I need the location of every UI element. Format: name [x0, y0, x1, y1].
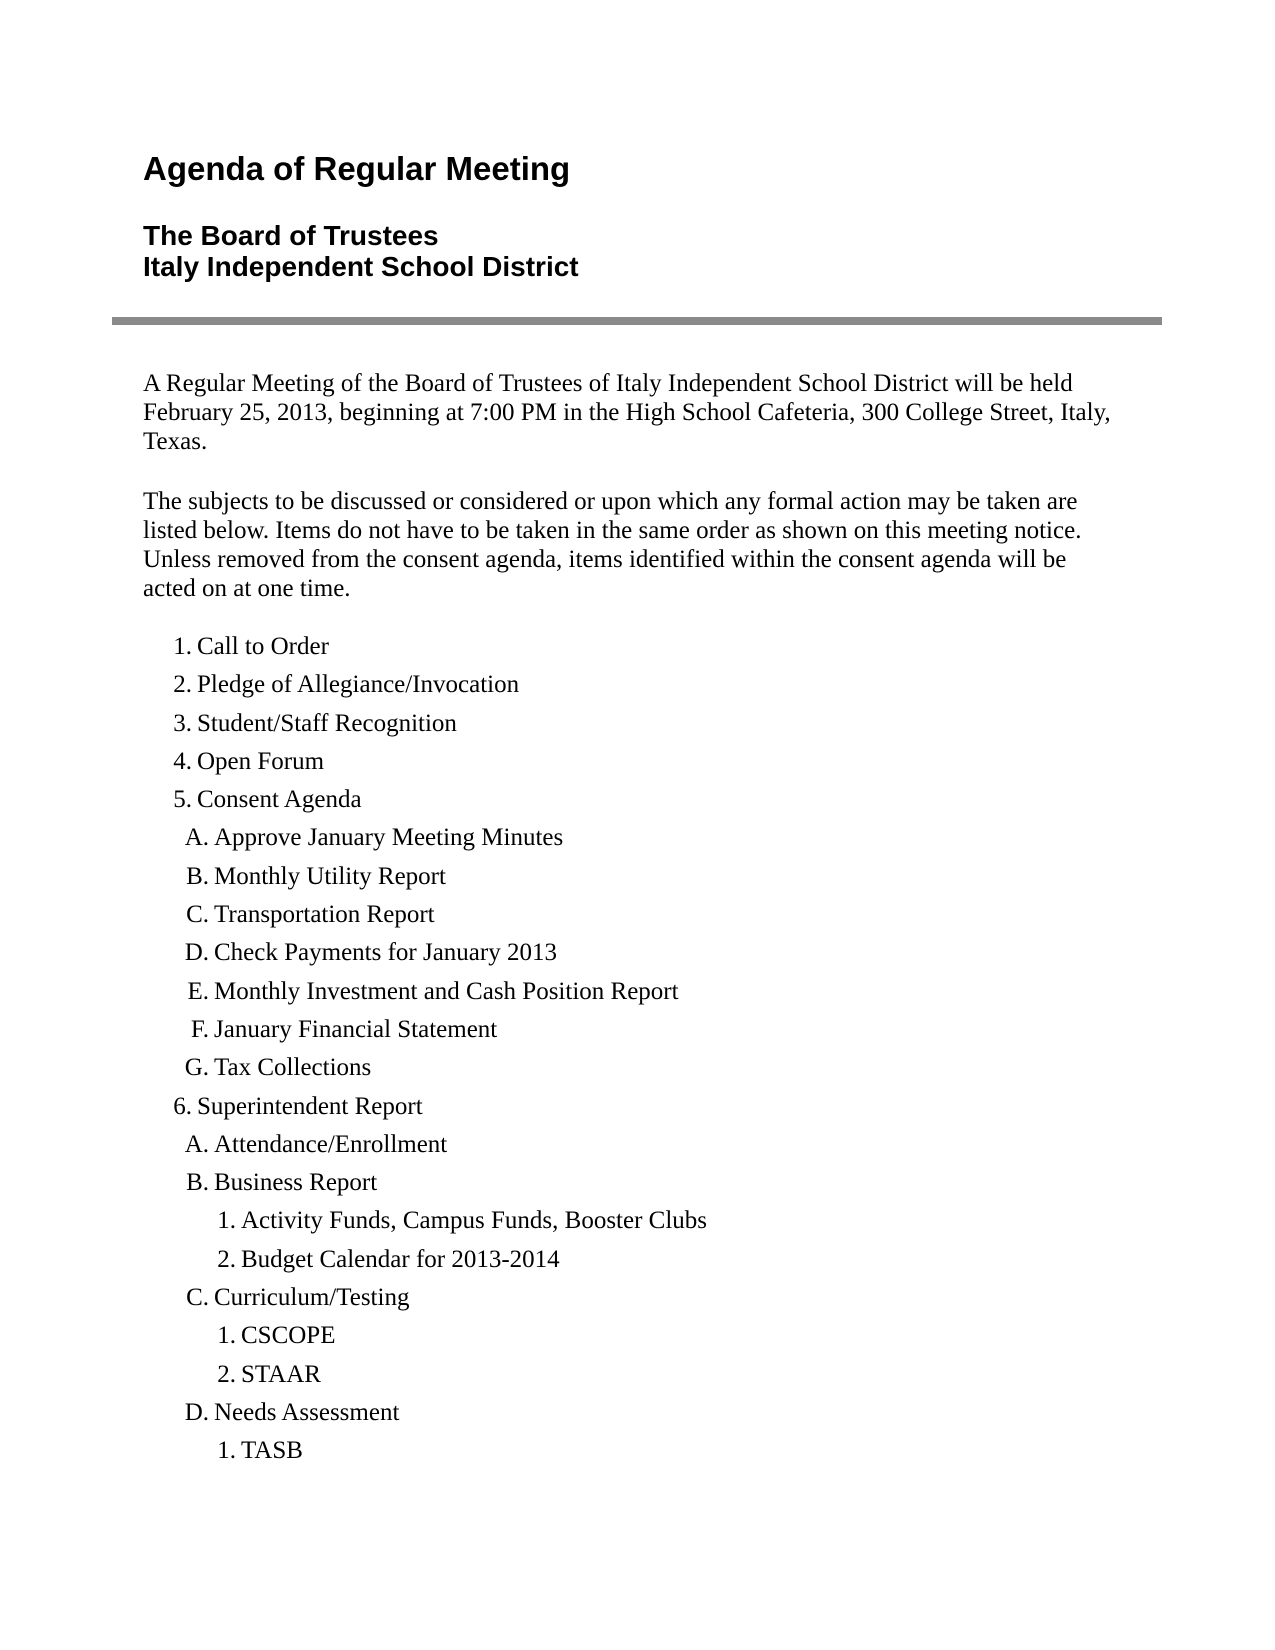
- agenda-item-marker: 1.: [173, 633, 192, 660]
- agenda-item: [143, 1164, 1118, 1202]
- agenda-item-marker: 1.: [217, 1322, 236, 1350]
- agenda-item-marker: D.: [184, 939, 209, 967]
- agenda-item-marker: 5.: [173, 786, 192, 814]
- agenda-item: [143, 666, 1118, 704]
- agenda-item: [143, 1126, 1118, 1164]
- agenda-item: [143, 1088, 1118, 1126]
- agenda-item: [143, 1432, 1118, 1470]
- agenda-item: [143, 1394, 1118, 1432]
- agenda-item: [143, 781, 1118, 819]
- agenda-item-text: Monthly Utility Report: [214, 862, 446, 890]
- agenda-item-text: Transportation Report: [214, 901, 435, 929]
- agenda-item: [143, 858, 1118, 896]
- meeting-notice-paragraph: A Regular Meeting of the Board of Trustees of Italy Independent School District will be held February 25, 2013, beginning at 7:00 PM in the High School Cafeteria, 300 College Street, Italy, Texas.: [143, 370, 1111, 455]
- agenda-item-text: Student/Staff Recognition: [197, 709, 457, 737]
- agenda-item-text: January Financial Statement: [214, 1015, 498, 1043]
- agenda-item-marker: 3.: [173, 709, 192, 737]
- agenda-item: [143, 896, 1118, 934]
- agenda-item: [143, 628, 1118, 666]
- organization-block: [143, 220, 1118, 282]
- agenda-item-text: Curriculum/Testing: [214, 1284, 410, 1312]
- agenda-item: [143, 819, 1118, 857]
- agenda-item-text: Superintendent Report: [197, 1092, 423, 1120]
- agenda-item: [143, 1317, 1118, 1355]
- agenda-item: [143, 705, 1118, 743]
- agenda-item-marker: 6.: [173, 1092, 192, 1120]
- agenda-item-marker: F.: [190, 1015, 209, 1043]
- agenda-item-marker: 2.: [217, 1245, 236, 1273]
- org-board-line: The Board of Trustees: [143, 220, 439, 251]
- agenda-item-marker: D.: [184, 1398, 209, 1426]
- org-district-line: Italy Independent School District: [143, 251, 579, 282]
- horizontal-rule: [112, 317, 1162, 325]
- agenda-item-marker: B.: [186, 862, 209, 890]
- agenda-item-text: Budget Calendar for 2013-2014: [241, 1245, 560, 1273]
- agenda-item-text: STAAR: [241, 1360, 321, 1388]
- agenda-item: [143, 934, 1118, 972]
- agenda-item-text: Tax Collections: [214, 1054, 372, 1082]
- agenda-item-text: CSCOPE: [241, 1322, 336, 1350]
- document-content: [143, 0, 1118, 1471]
- agenda-item-text: Open Forum: [197, 747, 325, 775]
- agenda-item-text: Check Payments for January 2013: [214, 939, 557, 967]
- agenda-item-text: Consent Agenda: [197, 786, 362, 814]
- agenda-item-marker: 4.: [173, 747, 192, 775]
- agenda-item-marker: A.: [184, 824, 209, 852]
- agenda-item: [143, 1356, 1118, 1394]
- agenda-list: [143, 628, 1118, 1471]
- agenda-item-text: Attendance/Enrollment: [214, 1130, 448, 1158]
- agenda-item: [143, 1202, 1118, 1240]
- agenda-item-text: Needs Assessment: [214, 1398, 400, 1426]
- agenda-item: [143, 1279, 1118, 1317]
- agenda-item-marker: C.: [186, 901, 209, 929]
- agenda-item: [143, 1049, 1118, 1087]
- agenda-item-text: Monthly Investment and Cash Position Report: [214, 977, 679, 1005]
- agenda-item-marker: C.: [186, 1284, 209, 1312]
- agenda-item: [143, 1241, 1118, 1279]
- agenda-item-marker: 2.: [173, 671, 192, 699]
- agenda-item-marker: 1.: [217, 1437, 236, 1465]
- agenda-item-text: Pledge of Allegiance/Invocation: [197, 671, 520, 699]
- agenda-item: [143, 973, 1118, 1011]
- subjects-paragraph: The subjects to be discussed or considered or upon which any formal action may be taken are listed below. Items do not have to be taken in the same order as shown on this meeting notice. Unless removed from the consent agenda, items identified within the consent agenda will be acted on at one time.: [143, 488, 1082, 602]
- document-title: Agenda of Regular Meeting: [143, 150, 571, 187]
- agenda-item-text: Activity Funds, Campus Funds, Booster Clubs: [241, 1207, 708, 1235]
- agenda-item-marker: A.: [184, 1130, 209, 1158]
- agenda-item-text: TASB: [241, 1437, 303, 1465]
- agenda-item-marker: 1.: [217, 1207, 236, 1235]
- agenda-item: [143, 743, 1118, 781]
- agenda-item-marker: G.: [184, 1054, 209, 1082]
- agenda-item-marker: B.: [186, 1169, 209, 1197]
- agenda-item-text: Business Report: [214, 1169, 378, 1197]
- agenda-item-text: Approve January Meeting Minutes: [214, 824, 564, 852]
- agenda-item-text: Call to Order: [197, 633, 329, 660]
- agenda-item-marker: E.: [187, 977, 209, 1005]
- agenda-item: [143, 1011, 1118, 1049]
- agenda-item-marker: 2.: [217, 1360, 236, 1388]
